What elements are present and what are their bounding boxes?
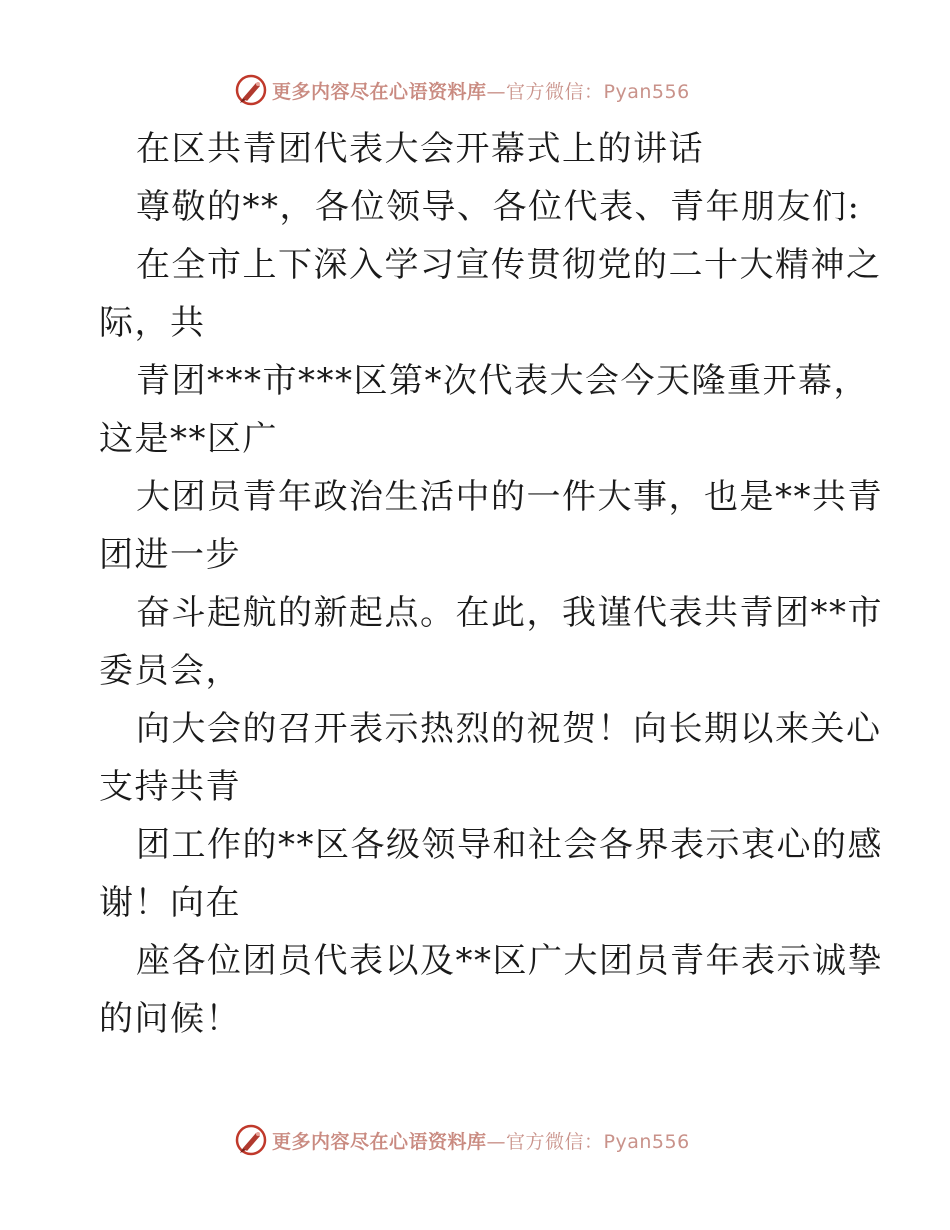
- paragraph-line: 团工作的**区各级领导和社会各界表示衷心的感: [136, 825, 883, 865]
- footer-watermark: [234, 1122, 690, 1158]
- paragraph-line: 大团员青年政治生活中的一件大事，也是**共青: [136, 477, 883, 517]
- pen-nib-logo-icon: [234, 73, 268, 107]
- paragraph-line: 际，共: [99, 303, 206, 343]
- header-watermark: [234, 72, 690, 108]
- paragraph-line: 的问候！: [99, 999, 241, 1039]
- paragraph-line: 向大会的召开表示热烈的祝贺！向长期以来关心: [136, 709, 882, 749]
- paragraph-line: 奋斗起航的新起点。在此，我谨代表共青团**市: [136, 593, 883, 633]
- salutation: 尊敬的**，各位领导、各位代表、青年朋友们:: [136, 187, 861, 227]
- document-body: [99, 120, 883, 1048]
- watermark-text: 更多内容尽在心语资料库—官方微信：Pyan556: [272, 1130, 690, 1153]
- paragraph-line: 支持共青: [99, 767, 241, 807]
- pen-nib-logo-icon: [234, 1123, 268, 1157]
- paragraph-line: 委员会，: [99, 651, 241, 691]
- paragraph-line: 座各位团员代表以及**区广大团员青年表示诚挚: [136, 941, 883, 981]
- paragraph: [99, 236, 883, 1048]
- paragraph-line: 谢！向在: [99, 883, 241, 923]
- paragraph-line: 在全市上下深入学习宣传贯彻党的二十大精神之: [136, 245, 882, 285]
- paragraph-line: 青团***市***区第*次代表大会今天隆重开幕，: [136, 361, 869, 401]
- document-title: 在区共青团代表大会开幕式上的讲话: [136, 129, 704, 169]
- watermark-text: 更多内容尽在心语资料库—官方微信：Pyan556: [272, 80, 690, 103]
- paragraph-line: 这是**区广: [99, 419, 278, 459]
- paragraph-line: 团进一步: [99, 535, 241, 575]
